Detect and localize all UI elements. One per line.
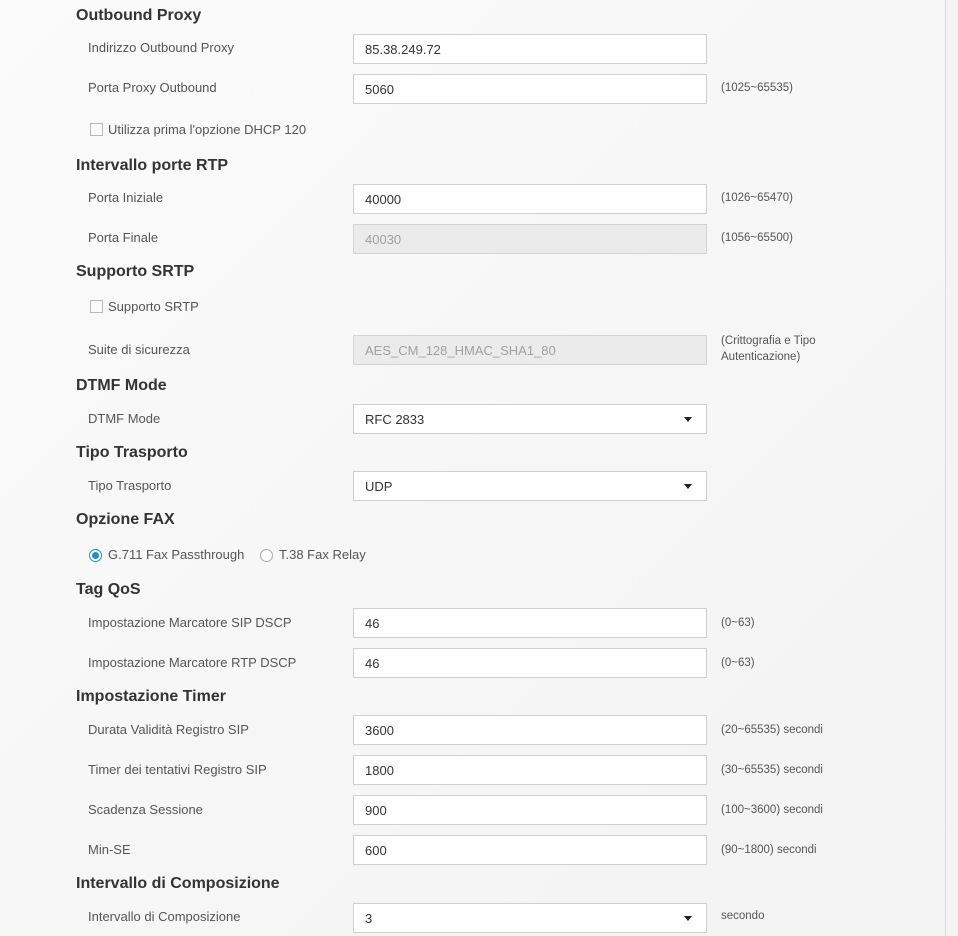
security-suite-label: Suite di sicurezza xyxy=(88,342,190,357)
rtp-dscp-range: (0~63) xyxy=(721,657,755,669)
transport-type-label: Tipo Trasporto xyxy=(88,478,172,493)
dial-interval-select[interactable] xyxy=(353,903,707,933)
sip-retry-range: (30~65535) secondi xyxy=(721,764,823,776)
security-suite-hint-line2: Autenticazione) xyxy=(721,351,801,363)
section-heading-qos: Tag QoS xyxy=(76,581,141,598)
section-heading-fax: Opzione FAX xyxy=(76,511,175,528)
fax-passthrough-radio[interactable] xyxy=(89,549,102,562)
rtp-dscp-input[interactable] xyxy=(353,648,707,678)
min-se-label: Min-SE xyxy=(88,842,131,857)
dial-interval-value: 3 xyxy=(365,911,373,926)
rtp-end-port-label: Porta Finale xyxy=(88,230,159,245)
dtmf-mode-label: DTMF Mode xyxy=(88,411,161,426)
min-se-range: (90~1800) secondi xyxy=(721,844,817,856)
rtp-end-port-input xyxy=(353,224,707,254)
session-expiry-input[interactable] xyxy=(353,795,707,825)
security-suite-input xyxy=(353,335,707,365)
dhcp-option-checkbox[interactable] xyxy=(90,123,103,136)
outbound-proxy-address-input[interactable] xyxy=(353,34,707,64)
outbound-proxy-port-label: Porta Proxy Outbound xyxy=(88,80,217,95)
transport-type-select[interactable] xyxy=(353,471,707,501)
sip-retry-input[interactable] xyxy=(353,755,707,785)
outbound-proxy-port-input[interactable] xyxy=(353,74,707,104)
min-se-input[interactable] xyxy=(353,835,707,865)
dtmf-mode-value: RFC 2833 xyxy=(365,412,425,427)
chevron-down-icon xyxy=(684,417,692,422)
section-heading-dial-interval: Intervallo di Composizione xyxy=(76,875,280,892)
section-heading-rtp: Intervallo porte RTP xyxy=(76,157,229,174)
fax-relay-radio[interactable] xyxy=(260,549,273,562)
section-heading-outbound-proxy: Outbound Proxy xyxy=(76,7,202,24)
fax-passthrough-label: G.711 Fax Passthrough xyxy=(108,547,245,562)
session-expiry-range: (100~3600) secondi xyxy=(721,804,823,816)
sip-retry-label: Timer dei tentativi Registro SIP xyxy=(88,762,267,777)
sip-expiry-input[interactable] xyxy=(353,715,707,745)
session-expiry-label: Scadenza Sessione xyxy=(88,802,203,817)
dial-interval-label: Intervallo di Composizione xyxy=(88,909,241,924)
transport-type-value: UDP xyxy=(365,479,393,494)
rtp-start-port-input[interactable] xyxy=(353,184,707,214)
sip-dscp-label: Impostazione Marcatore SIP DSCP xyxy=(88,615,292,630)
dhcp-option-label: Utilizza prima l'opzione DHCP 120 xyxy=(108,122,307,137)
dtmf-mode-select[interactable] xyxy=(353,404,707,434)
outbound-proxy-address-label: Indirizzo Outbound Proxy xyxy=(88,40,234,55)
rtp-end-port-range: (1056~65500) xyxy=(721,232,793,244)
rtp-start-port-label: Porta Iniziale xyxy=(88,190,164,205)
outbound-proxy-port-range: (1025~65535) xyxy=(721,82,793,94)
section-heading-timer: Impostazione Timer xyxy=(76,688,226,705)
srtp-checkbox[interactable] xyxy=(90,300,103,313)
chevron-down-icon xyxy=(684,916,692,921)
sip-dscp-input[interactable] xyxy=(353,608,707,638)
srtp-checkbox-label: Supporto SRTP xyxy=(108,299,199,314)
scrollbar-track[interactable] xyxy=(946,0,958,936)
rtp-dscp-label: Impostazione Marcatore RTP DSCP xyxy=(88,655,297,670)
section-heading-srtp: Supporto SRTP xyxy=(76,263,195,280)
chevron-down-icon xyxy=(684,484,692,489)
fax-relay-label: T.38 Fax Relay xyxy=(279,547,366,562)
sip-dscp-range: (0~63) xyxy=(721,617,755,629)
section-heading-transport: Tipo Trasporto xyxy=(76,444,188,461)
section-heading-dtmf: DTMF Mode xyxy=(76,377,167,394)
sip-expiry-label: Durata Validità Registro SIP xyxy=(88,722,249,737)
security-suite-hint-line1: (Crittografia e Tipo xyxy=(721,335,816,347)
sip-expiry-range: (20~65535) secondi xyxy=(721,724,823,736)
dial-interval-unit: secondo xyxy=(721,910,765,922)
rtp-start-port-range: (1026~65470) xyxy=(721,192,793,204)
